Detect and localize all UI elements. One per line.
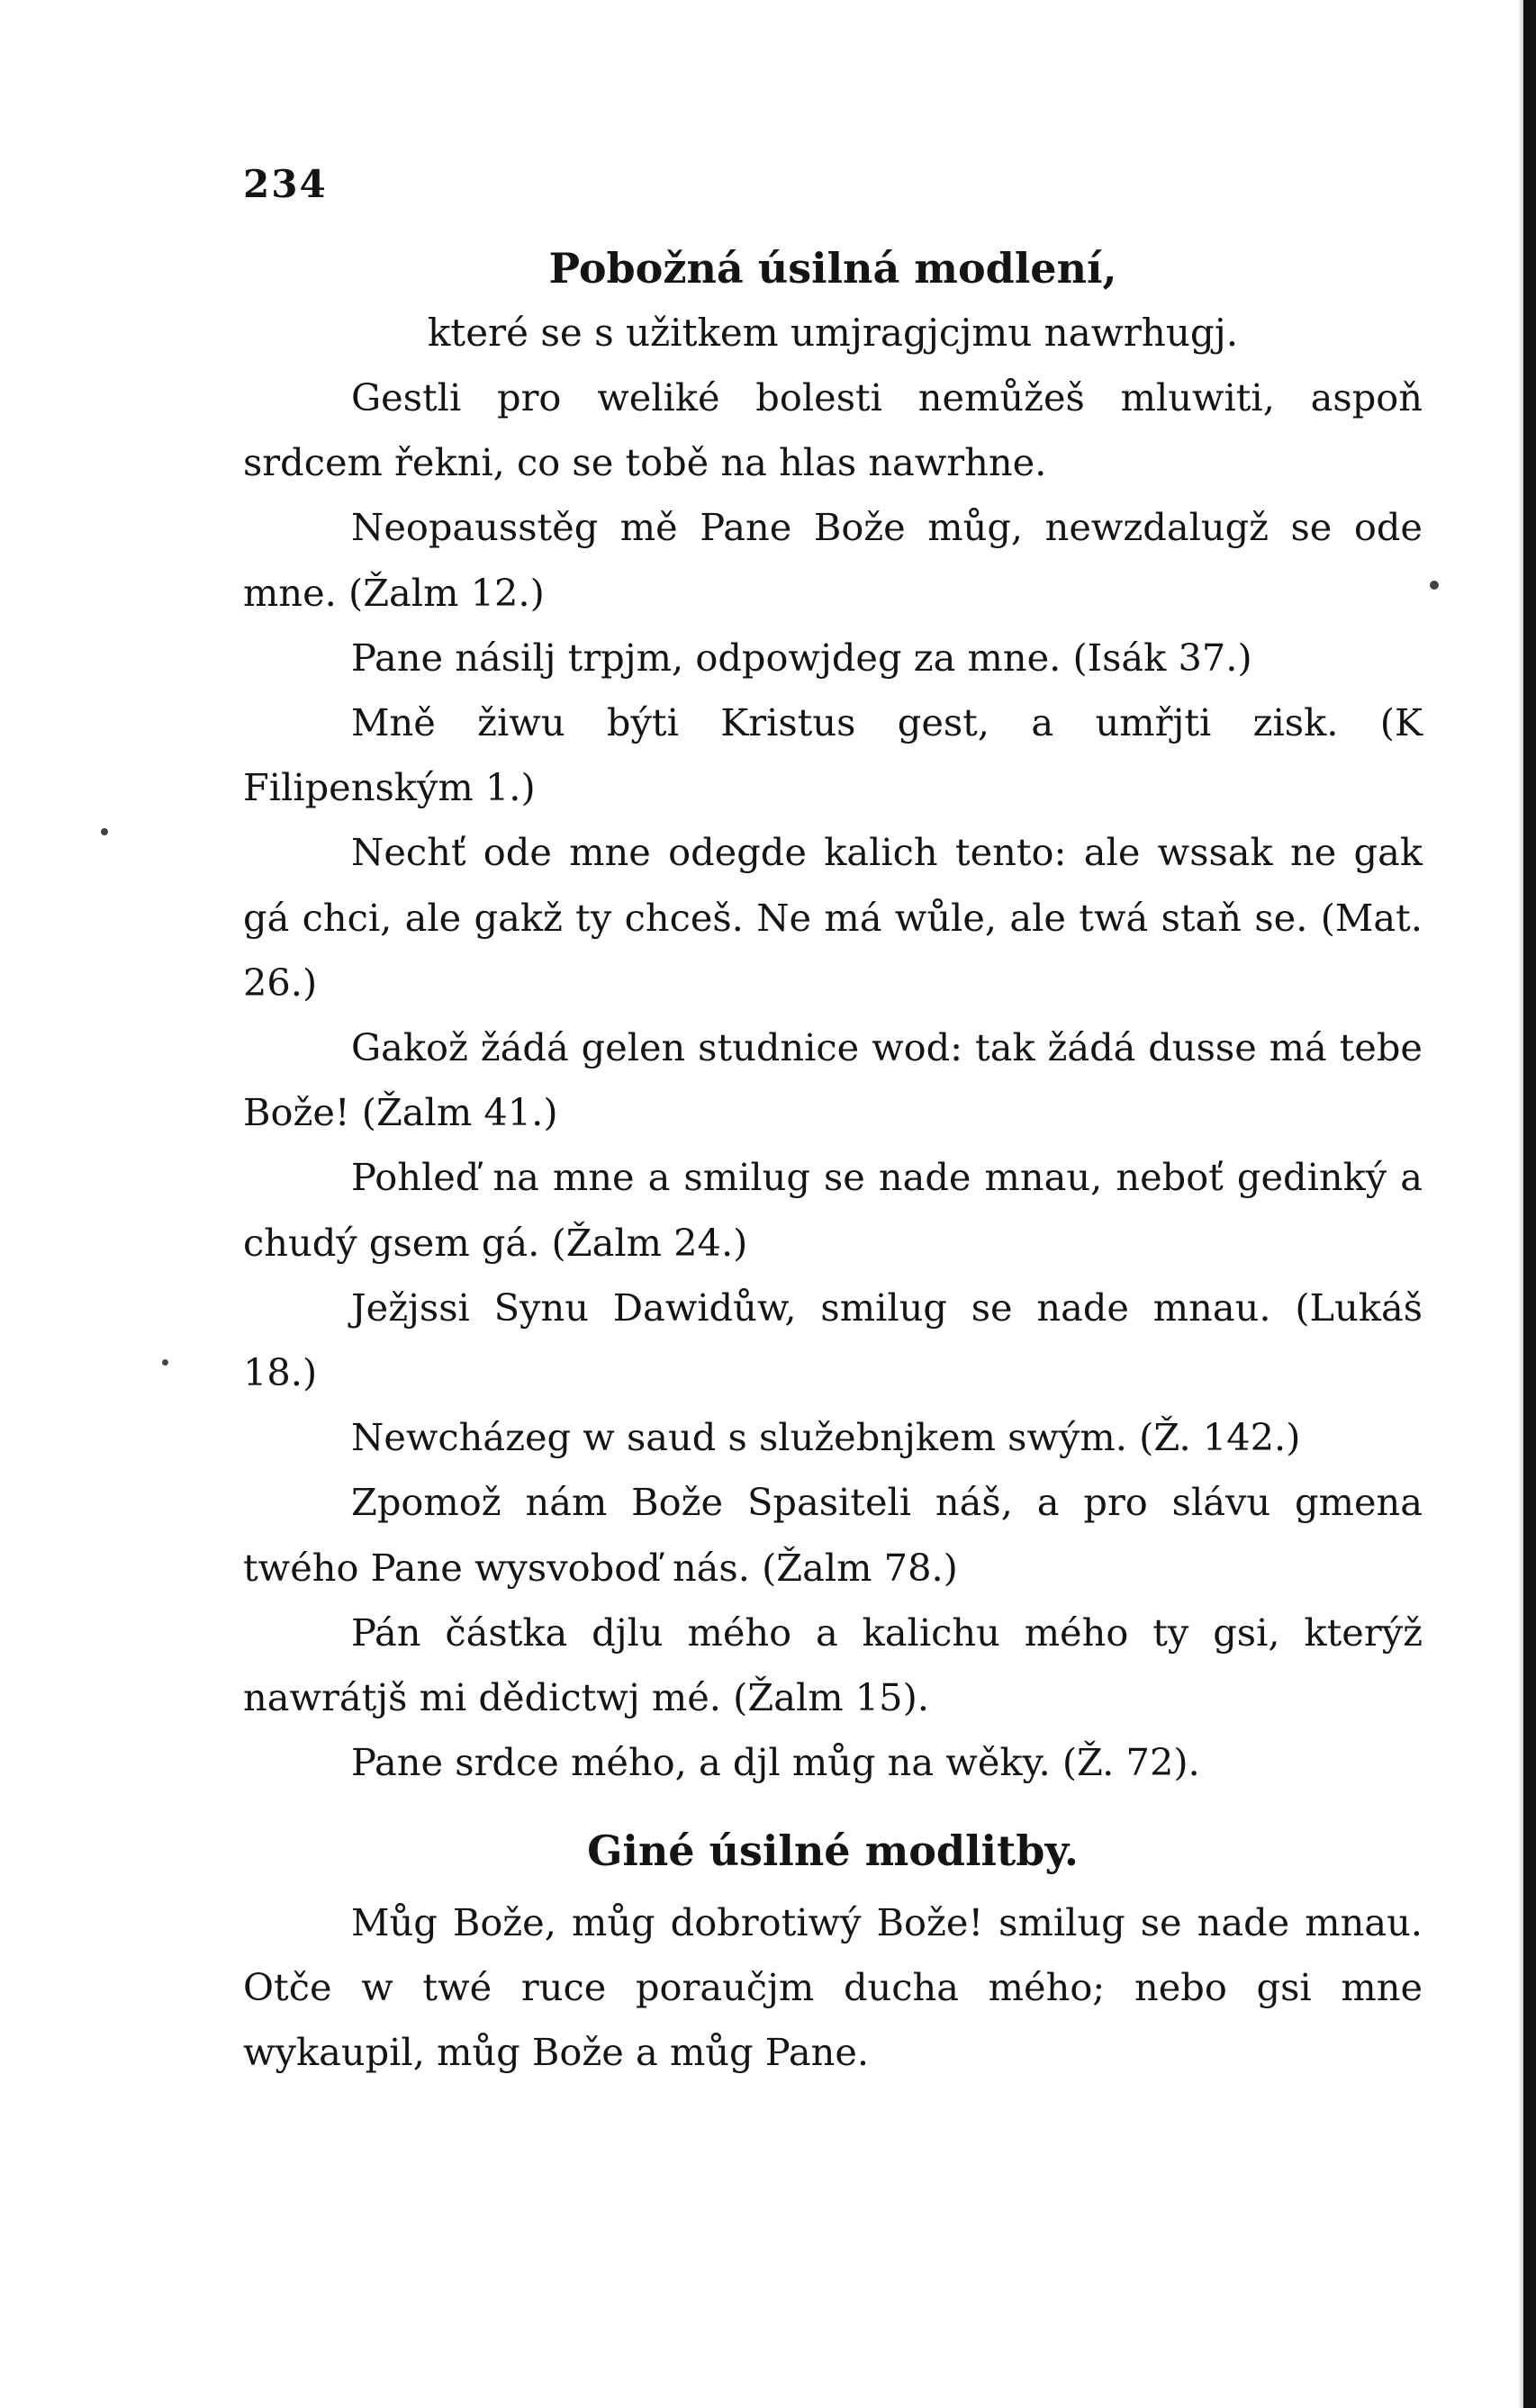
prayer-section-1 (243, 236, 1423, 1795)
paragraph: Neopausstěg mě Pane Bože můg, newzdalugž se ode mne. (Žalm 12.) (243, 505, 1423, 615)
paragraph: Zpomož nám Bože Spasiteli náš, a pro slávu gmena twého Pane wysvoboď nás. (Žalm 78.) (243, 1480, 1423, 1590)
ink-speck (101, 828, 108, 835)
paragraph: Pane násilj trpjm, odpowjdeg za mne. (Isák 37.) (351, 635, 1252, 680)
ink-speck (162, 1359, 168, 1366)
page-number: 234 (243, 162, 328, 206)
ink-speck (1430, 581, 1439, 590)
section-subtitle: které se s užitkem umjragjcjmu nawrhugj. (427, 311, 1239, 355)
section-title: Giné úsilné modlitby. (587, 1826, 1079, 1875)
paragraph: Mně žiwu býti Kristus gest, a umřjti zisk. (K Filipenským 1.) (243, 700, 1423, 810)
paragraph: Pán částka djlu mého a kalichu mého ty gsi, kterýž nawrátjš mi dědictwj mé. (Žalm 15). (243, 1610, 1423, 1720)
scan-edge-border (1523, 0, 1536, 2408)
paragraph: Gakož žádá gelen studnice wod: tak žádá dusse má tebe Bože! (Žalm 41.) (243, 1025, 1423, 1135)
paragraph: Gestli pro weliké bolesti nemůžeš mluwiti, aspoň srdcem řekni, co se tobě na hlas nawrhne. (243, 375, 1423, 485)
paragraph: Nechť ode mne odegde kalich tento: ale wssak ne gak gá chci, ale gakž ty chceš. Ne má wůle, ale twá staň se. (Mat. 26.) (243, 830, 1423, 1005)
paragraph: Newcházeg w saud s služebnjkem swým. (Ž. 142.) (351, 1415, 1301, 1460)
paragraph: Ježjssi Synu Dawidůw, smilug se nade mnau. (Lukáš 18.) (243, 1285, 1423, 1395)
section-title: Pobožná úsilná modlení, (548, 244, 1117, 293)
paragraph: Pohleď na mne a smilug se nade mnau, neboť gedinký a chudý gsem gá. (Žalm 24.) (243, 1155, 1423, 1265)
paragraph: Pane srdce mého, a djl můg na wěky. (Ž. 72). (351, 1740, 1200, 1785)
prayer-section-2 (243, 1818, 1423, 2086)
paragraph: Můg Bože, můg dobrotiwý Bože! smilug se nade mnau. Otče w twé ruce poraučjm ducha mého; nebo gsi mne wykaupil, můg Bože a můg Pane. (243, 1900, 1423, 2075)
